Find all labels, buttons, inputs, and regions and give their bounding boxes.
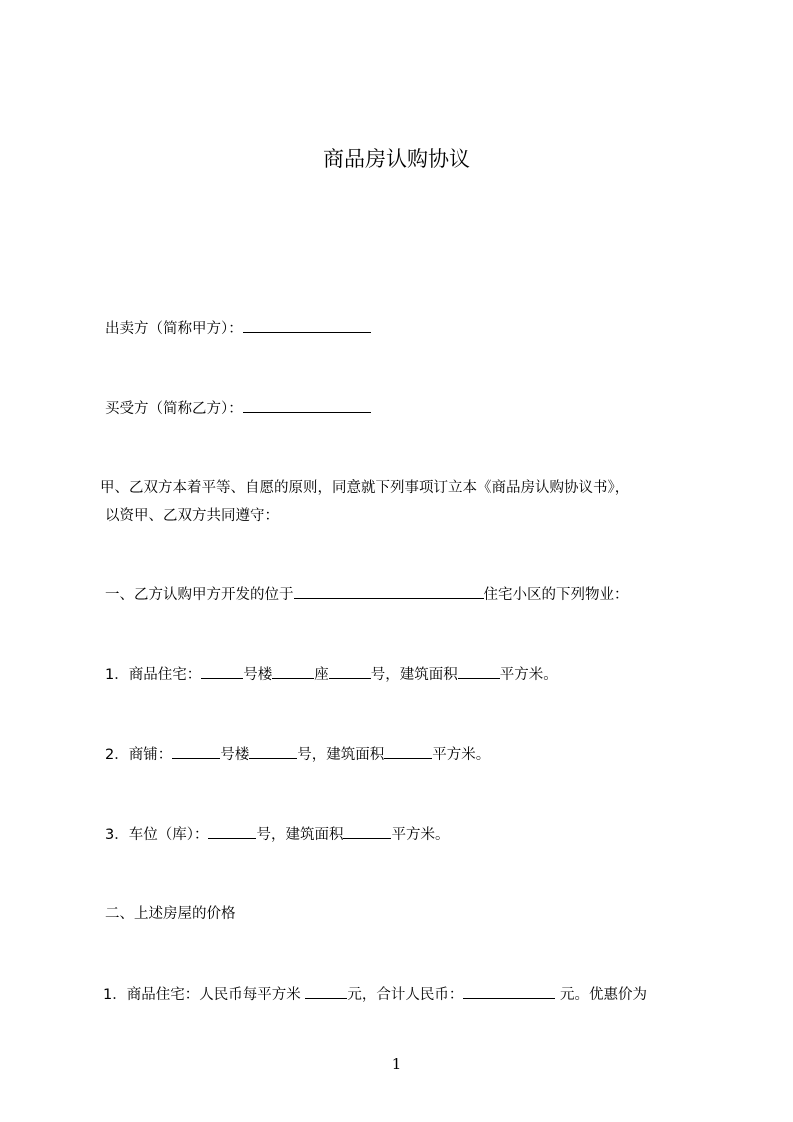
item-1-residence bbox=[105, 664, 558, 685]
item-1-area-text: 号，建筑面积 bbox=[370, 667, 458, 683]
seller-label: 出卖方（简称甲方）： bbox=[105, 321, 243, 337]
item-1-unit-text: 平方米。 bbox=[499, 667, 558, 683]
item-1-building-text: 号楼 bbox=[243, 667, 273, 683]
item-2-area-text: 号，建筑面积 bbox=[297, 747, 385, 763]
item-3-area-text: 号，建筑面积 bbox=[256, 827, 344, 843]
parking-area-blank bbox=[343, 824, 391, 839]
shop-number-blank bbox=[249, 744, 297, 759]
price-line-1 bbox=[103, 984, 695, 1005]
item-2-building-text: 号楼 bbox=[220, 747, 250, 763]
total-price-blank bbox=[463, 984, 555, 999]
item-2-shop bbox=[105, 744, 490, 765]
page-number: 1 bbox=[391, 1055, 402, 1073]
shop-area-blank bbox=[384, 744, 432, 759]
preamble-line-1: 甲、乙双方本着平等、自愿的原则，同意就下列事项订立本《商品房认购协议书》， bbox=[100, 480, 630, 496]
block-blank bbox=[272, 664, 314, 679]
document-title: 商品房认购协议 bbox=[323, 147, 470, 171]
item-3-unit-text: 平方米。 bbox=[391, 827, 450, 843]
section-1-line bbox=[105, 584, 629, 605]
unit-blank bbox=[329, 664, 371, 679]
item-2-unit-text: 平方米。 bbox=[432, 747, 491, 763]
seller-line bbox=[105, 318, 371, 339]
buyer-blank bbox=[243, 398, 371, 413]
shop-building-blank bbox=[172, 744, 220, 759]
preamble-line-2: 以资甲、乙双方共同遵守： bbox=[105, 508, 279, 524]
item-3-parking bbox=[105, 824, 449, 845]
seller-blank bbox=[243, 318, 371, 333]
buyer-label: 买受方（简称乙方）： bbox=[105, 401, 243, 417]
item-2-label: 2．商铺： bbox=[105, 747, 173, 763]
buyer-line bbox=[105, 398, 371, 419]
item-3-label: 3．车位（库）： bbox=[105, 827, 209, 843]
section-2-heading: 二、上述房屋的价格 bbox=[105, 906, 236, 922]
price-1-total-text: 元，合计人民币： bbox=[347, 987, 464, 1003]
area-blank bbox=[458, 664, 500, 679]
parking-number-blank bbox=[208, 824, 256, 839]
building-blank bbox=[201, 664, 243, 679]
section-1-prefix: 一、乙方认购甲方开发的位于 bbox=[105, 587, 294, 603]
price-1-discount-text: 元。优惠价为 bbox=[555, 987, 647, 1003]
location-blank bbox=[294, 584, 484, 599]
unit-price-blank bbox=[305, 984, 347, 999]
price-1-label: 1．商品住宅：人民币每平方米 bbox=[103, 987, 306, 1003]
item-1-label: 1．商品住宅： bbox=[105, 667, 202, 683]
section-1-suffix: 住宅小区的下列物业： bbox=[483, 587, 629, 603]
item-1-block-text: 座 bbox=[314, 667, 329, 683]
